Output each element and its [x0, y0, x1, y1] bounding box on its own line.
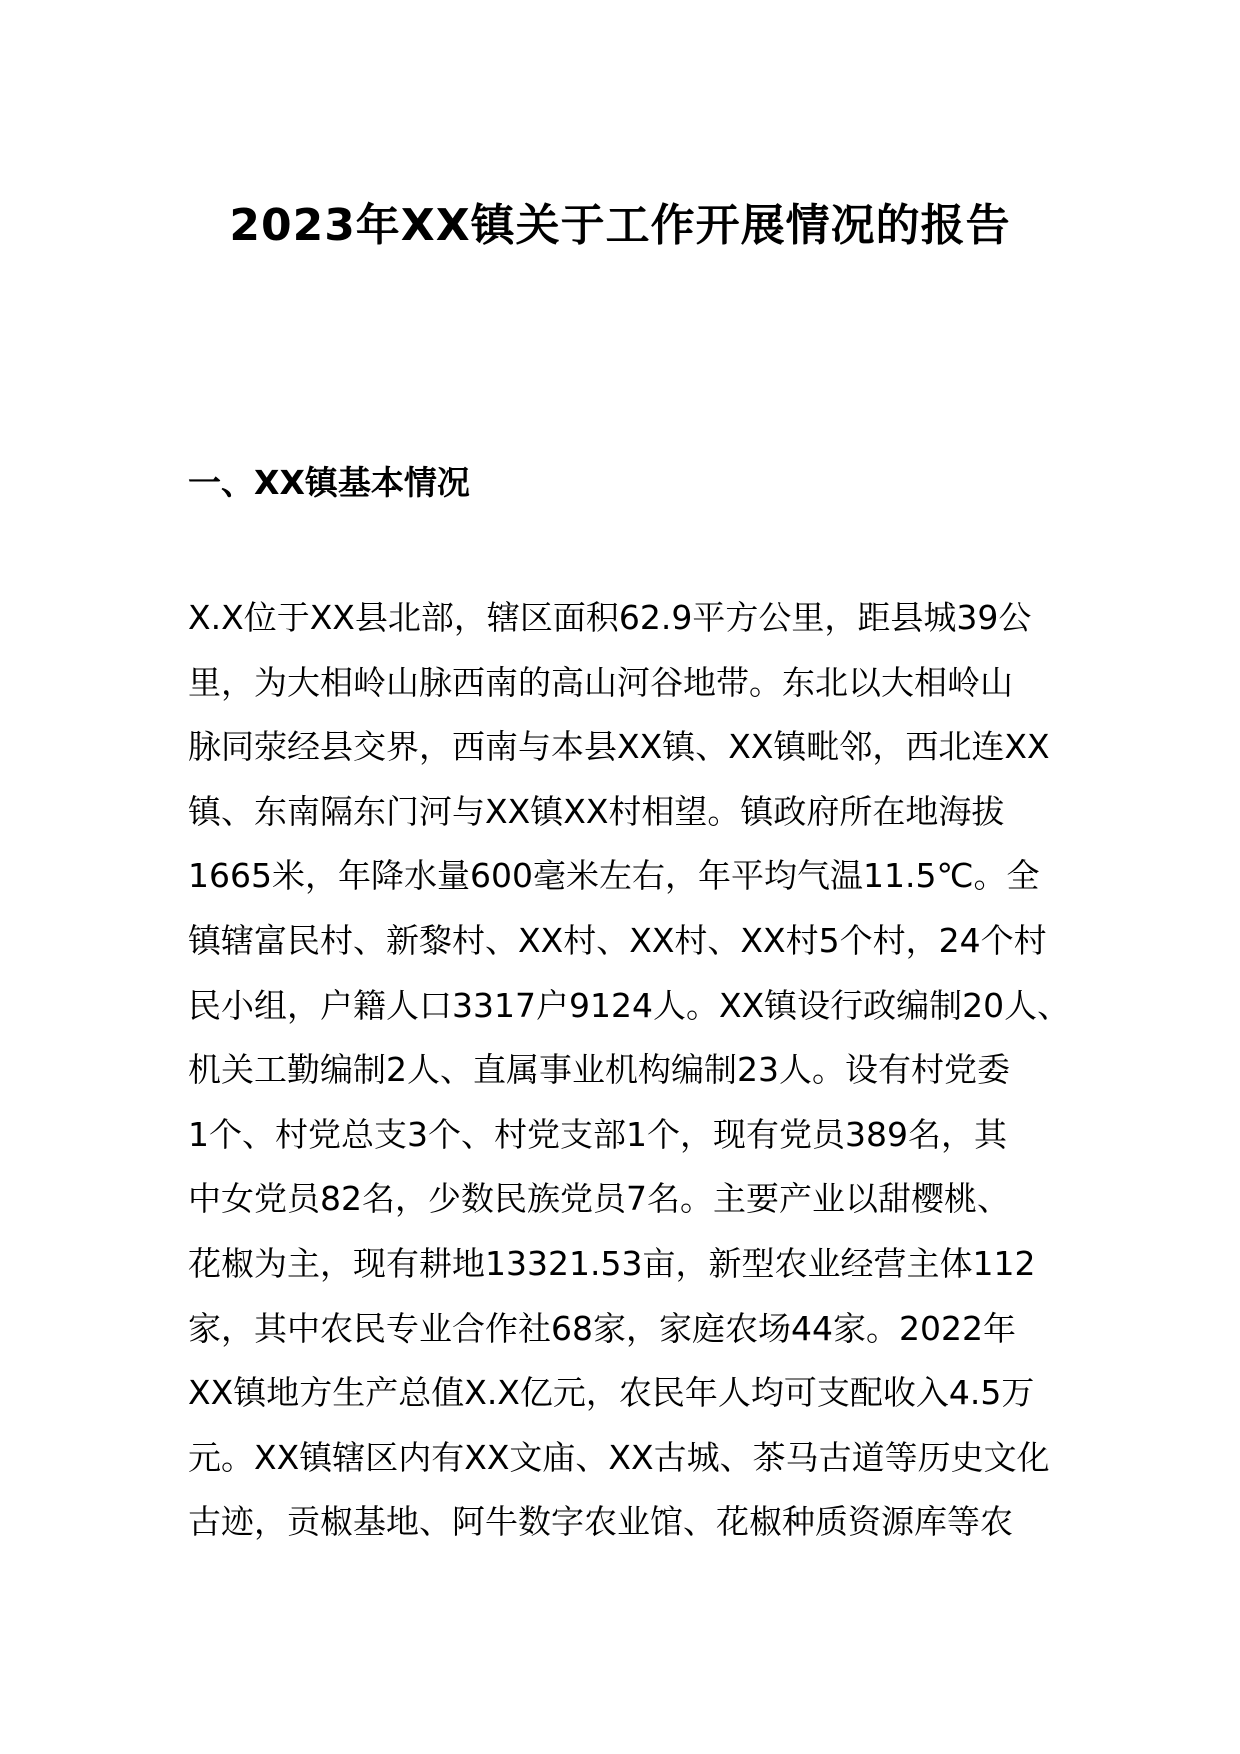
paragraph-line: 中女党员82名，少数民族党员7名。主要产业以甜樱桃、 [188, 1179, 1010, 1219]
paragraph-line: 花椒为主，现有耕地13321.53亩，新型农业经营主体112 [188, 1243, 1036, 1283]
paragraph-line: 里，为大相岭山脉西南的高山河谷地带。东北以大相岭山 [188, 662, 1013, 702]
paragraph-line: 机关工勤编制2人、直属事业机构编制23人。设有村党委 [188, 1050, 1010, 1090]
paragraph-line: 镇辖富民村、新黎村、XX村、XX村、XX村5个村，24个村 [188, 920, 1047, 960]
paragraph-line: X.X位于XX县北部，辖区面积62.9平方公里，距县城39公 [188, 598, 1032, 637]
paragraph-line: 脉同荥经县交界，西南与本县XX镇、XX镇毗邻，西北连XX [188, 727, 1050, 767]
paragraph-line: 民小组，户籍人口3317户9124人。XX镇设行政编制20人、 [188, 985, 1071, 1025]
paragraph-line: 元。XX镇辖区内有XX文庙、XX古城、茶马古道等历史文化 [188, 1437, 1050, 1477]
paragraph-line: 1665米，年降水量600毫米左右，年平均气温11.5℃。全 [188, 856, 1040, 896]
body-paragraph [188, 586, 1070, 1555]
paragraph-line: 镇、东南隔东门河与XX镇XX村相望。镇政府所在地海拔 [188, 791, 1005, 831]
section-heading: 一、XX镇基本情况 [188, 463, 470, 502]
paragraph-line: 1个、村党总支3个、村党支部1个，现有党员389名，其 [188, 1114, 1007, 1154]
paragraph-line: XX镇地方生产总值X.X亿元，农民年人均可支配收入4.5万 [188, 1373, 1035, 1413]
paragraph-line: 古迹，贡椒基地、阿牛数字农业馆、花椒种质资源库等农 [188, 1502, 1013, 1542]
paragraph-line: 家，其中农民专业合作社68家，家庭农场44家。2022年 [188, 1308, 1016, 1348]
document-title: 2023年XX镇关于工作开展情况的报告 [229, 200, 1011, 251]
